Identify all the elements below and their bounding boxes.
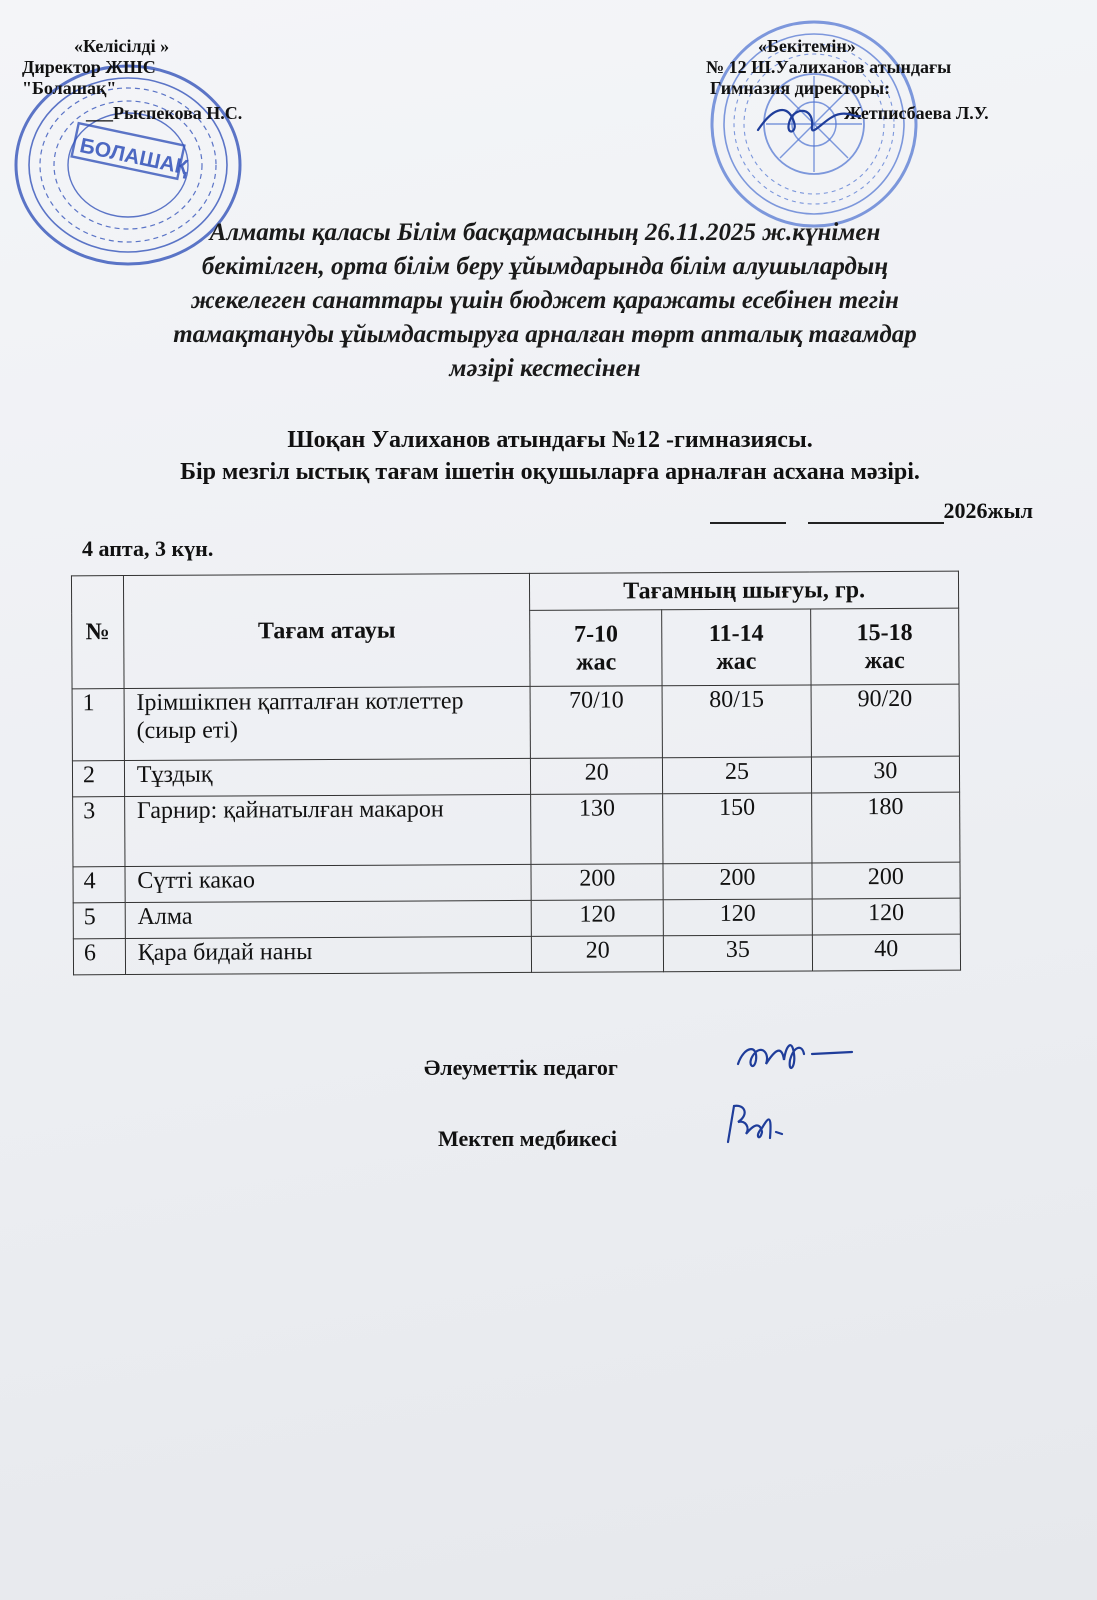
col-name-header: Тағам атауы <box>123 573 530 688</box>
portion-7-10: 20 <box>532 936 664 973</box>
col-output-header: Тағамның шығуы, гр. <box>530 571 959 610</box>
portion-11-14: 120 <box>663 899 812 936</box>
portion-15-18: 180 <box>811 792 960 863</box>
week-day-label: 4 апта, 3 күн. <box>82 536 214 561</box>
director-signature <box>754 96 864 146</box>
portion-11-14: 200 <box>663 863 812 900</box>
age-group-header: 7-10 жас <box>530 610 662 687</box>
school-name: Шоқан Уалиханов атындағы №12 -гимназиясы. <box>287 427 813 453</box>
table-row <box>73 898 960 939</box>
portion-11-14: 150 <box>663 793 812 864</box>
age-group-header: 11-14 жас <box>662 609 811 686</box>
table-row <box>72 756 959 797</box>
menu-description: Бір мезгіл ыстық тағам ішетін оқушыларға арналған асхана мәзірі. <box>180 459 920 485</box>
portion-15-18: 40 <box>812 934 961 971</box>
title-line-1: Алматы қаласы Білім басқармасының 26.11.2025 ж.күнімен <box>209 219 881 246</box>
approve-signatory: Жетписбаева Л.У. <box>844 103 989 123</box>
school-block <box>40 424 1060 488</box>
row-number: 4 <box>73 867 125 903</box>
portion-7-10: 120 <box>531 900 663 937</box>
portion-15-18: 30 <box>811 756 960 793</box>
agreed-label: «Келісілді » <box>74 36 170 56</box>
portion-11-14: 25 <box>663 757 812 794</box>
dish-name: Қара бидай наны <box>125 936 532 974</box>
row-number: 1 <box>72 689 124 761</box>
dish-name: Алма <box>125 900 532 938</box>
table-row <box>73 934 960 975</box>
table-row <box>72 684 959 761</box>
row-number: 6 <box>73 939 125 975</box>
row-number: 2 <box>72 761 124 797</box>
agreed-signatory: ___Рыспекова Н.С. <box>86 103 243 123</box>
approval-left-block <box>22 36 242 124</box>
date-line <box>710 498 1033 524</box>
dish-name: Тұздық <box>124 758 531 796</box>
approve-label: «Бекітемін» <box>758 36 856 56</box>
title-line-3: жекелеген санаттары үшін бюджет қаражаты есебінен тегін <box>191 287 899 314</box>
table-row <box>73 862 960 903</box>
dish-name: Ірімшікпен қапталған котлеттер (сиыр еті) <box>124 686 531 760</box>
approve-school: № 12 Ш.Уалиханов атындағы <box>706 57 952 77</box>
row-number: 5 <box>73 903 125 939</box>
school-nurse-signature <box>720 1098 790 1150</box>
date-blank-month <box>808 500 944 524</box>
title-line-5: мәзірі кестесінен <box>449 355 641 382</box>
portion-15-18: 90/20 <box>811 684 960 757</box>
portion-15-18: 120 <box>812 898 961 935</box>
dish-name: Гарнир: қайнатылған макарон <box>124 794 531 866</box>
agreed-organization: "Болашақ" <box>22 78 117 98</box>
table-header-row <box>71 571 958 613</box>
document-title <box>60 216 1030 386</box>
menu-table <box>71 571 961 976</box>
year-label: 2026жыл <box>943 498 1033 523</box>
school-nurse-label: Мектеп медбикесі <box>438 1126 617 1151</box>
portion-7-10: 70/10 <box>530 686 662 759</box>
portion-15-18: 200 <box>812 862 961 899</box>
social-pedagog-signature <box>732 1024 856 1080</box>
date-blank-day <box>710 500 786 524</box>
title-line-2: бекітілген, орта білім беру ұйымдарында білім алушылардың <box>201 253 889 280</box>
dish-name: Сүтті какао <box>125 864 532 902</box>
social-pedagog-label: Әлеуметтік педагог <box>424 1055 618 1080</box>
table-row <box>73 792 960 867</box>
row-number: 3 <box>73 797 125 867</box>
portion-7-10: 20 <box>531 758 663 795</box>
portion-7-10: 130 <box>531 794 663 865</box>
title-line-4: тамақтануды ұйымдастыруға арналған төрт апталық тағамдар <box>173 321 917 348</box>
portion-11-14: 80/15 <box>662 685 811 758</box>
agreed-position: Директор ЖШС <box>22 57 156 77</box>
portion-11-14: 35 <box>664 935 813 972</box>
approve-position: Гимназия директоры: <box>710 78 891 98</box>
left-stamp-center-text: БОЛАШАҚ <box>77 134 191 180</box>
age-group-header: 15-18 жас <box>810 608 959 685</box>
col-number-header: № <box>71 576 123 689</box>
portion-7-10: 200 <box>531 864 663 901</box>
